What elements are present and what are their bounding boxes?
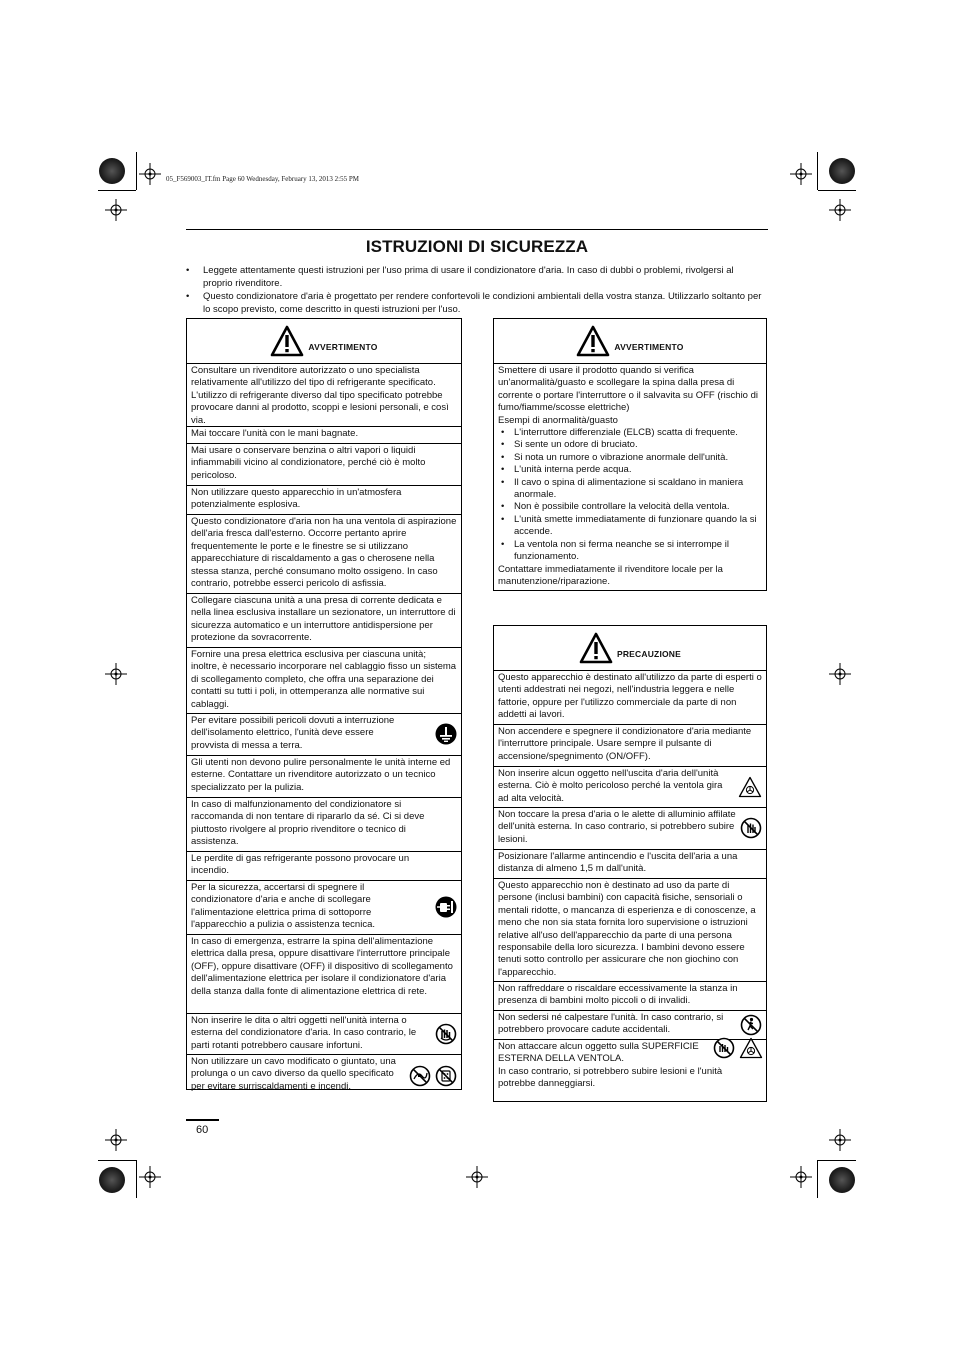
caution-box bbox=[493, 625, 767, 1102]
no-attach-icon bbox=[713, 1037, 735, 1059]
no-stepping-icon bbox=[740, 1014, 762, 1036]
warning-row bbox=[187, 798, 461, 852]
warning-row bbox=[187, 714, 461, 756]
warning-box-right bbox=[493, 318, 767, 591]
caution-row bbox=[494, 1011, 766, 1040]
crop-mark bbox=[818, 1160, 856, 1161]
examples-label: Esempi di anormalità/guasto bbox=[498, 414, 618, 426]
unplug-icon bbox=[435, 896, 457, 918]
registration-crosshair-icon bbox=[466, 1166, 488, 1188]
example-item: • La ventola non si ferma neanche se si interrompe il funzionamento. bbox=[498, 539, 762, 564]
caution-text: Posizionare l'allarme antincendio e l'uscita dell'aria a una distanza di almeno 1,5 m dall'unità. bbox=[498, 851, 738, 875]
no-modified-cord-icon bbox=[409, 1065, 431, 1087]
color-registration-dot bbox=[99, 158, 125, 184]
warning-row bbox=[187, 364, 461, 427]
fan-caution-icon bbox=[738, 776, 762, 798]
fan-caution-icon bbox=[739, 1037, 763, 1059]
caution-label: PRECAUZIONE bbox=[616, 649, 682, 659]
registration-crosshair-icon bbox=[829, 199, 851, 221]
warning-row bbox=[187, 427, 461, 444]
warning-header bbox=[494, 319, 766, 364]
caution-text: Questo apparecchio è destinato all'utilizzo da parte di esperti o utenti addestrati nei negozi, nell'industria leggera e nelle fattorie, oppure per l'utilizzo commerciale da parte di non addetti ai lavori. bbox=[498, 672, 762, 721]
intro-item: • Leggete attentamente questi istruzioni per l'uso prima di usare il condizionatore d'aria. In caso di dubbi o problemi, rivolgersi al proprio rivenditore. bbox=[186, 264, 764, 290]
registration-crosshair-icon bbox=[790, 163, 812, 185]
warning-text: Fornire una presa elettrica esclusiva per ciascuna unità; inoltre, è necessario incorporare nel cablaggio fisso un sistema di scollegamento completo, che offra una separazione dei contatti su tutti i poli, in ottemperanza alle normative sui cablaggi. bbox=[191, 649, 457, 710]
warning-row bbox=[187, 881, 461, 935]
caution-row bbox=[494, 850, 766, 879]
footer-rule bbox=[186, 1119, 219, 1121]
caution-row bbox=[494, 808, 766, 850]
caution-row bbox=[494, 767, 766, 808]
registration-crosshair-icon bbox=[829, 663, 851, 685]
caution-triangle-icon bbox=[579, 632, 613, 664]
crop-mark bbox=[98, 1160, 136, 1161]
print-metadata: 05_F569003_IT.fm Page 60 Wednesday, February 13, 2013 2:55 PM bbox=[166, 175, 359, 183]
warning-row bbox=[187, 1055, 461, 1098]
warning-label: AVVERTIMENTO bbox=[614, 342, 684, 352]
caution-row bbox=[494, 982, 766, 1011]
intro-list bbox=[186, 264, 764, 316]
warning-text: Mai usare o conservare benzina o altri vapori o liquidi infiammabili vicino al condizionatore, perché ciò è molto pericoloso. bbox=[191, 445, 426, 481]
no-touch-icon bbox=[740, 817, 762, 839]
caution-row bbox=[494, 671, 766, 725]
no-extension-cord-icon bbox=[435, 1065, 457, 1087]
caution-row bbox=[494, 725, 766, 767]
warning-text: Non utilizzare questo apparecchio in un'atmosfera potenzialmente esplosiva. bbox=[191, 487, 402, 511]
example-item: • L'interruttore differenziale (ELCB) scatta di frequente. bbox=[498, 427, 762, 439]
warning-outro: Contattare immediatamente il rivenditore locale per la manutenzione/riparazione. bbox=[498, 563, 723, 587]
example-item: • Si nota un rumore o vibrazione anormale dell'unità. bbox=[498, 452, 762, 464]
warning-text: Gli utenti non devono pulire personalmente le unità interne ed esterne. Contattare un rivenditore autorizzato o un tecnico specializzato per la pulizia. bbox=[191, 757, 451, 793]
registration-crosshair-icon bbox=[105, 663, 127, 685]
caution-text: Non accendere e spegnere il condizionatore d'aria mediante l'interruttore principale. Usare sempre il pulsante di accensione/spegnimento (ON/OFF). bbox=[498, 726, 752, 762]
warning-content bbox=[494, 364, 766, 589]
warning-row bbox=[187, 594, 461, 648]
crop-mark bbox=[817, 1160, 818, 1198]
crop-mark bbox=[817, 152, 818, 190]
caution-text: Non sedersi né calpestare l'unità. In caso contrario, si potrebbero provocare cadute accidentali. bbox=[498, 1012, 724, 1036]
warning-text: Non utilizzare un cavo modificato o giuntato, una prolunga o un cavo diverso da quello specificato per evitare surriscaldamenti e incendi. bbox=[191, 1056, 396, 1092]
warning-row bbox=[187, 515, 461, 594]
registration-crosshair-icon bbox=[139, 1166, 161, 1188]
warning-row bbox=[187, 444, 461, 486]
registration-crosshair-icon bbox=[105, 1129, 127, 1151]
caution-text-line: Non attaccare alcun oggetto sulla SUPERFICIE ESTERNA DELLA VENTOLA. bbox=[498, 1041, 699, 1065]
warning-text: Questo condizionatore d'aria non ha una ventola di aspirazione dell'aria fresca dall'esterno. Occorre pertanto aprire frequentemente le porte e le finestre se si utilizzano apparecchiature di riscaldamento a gas o cherosene nella stessa stanza, perché consumano molto ossigeno. In caso contrario, potrebbe esserci pericolo di asfissia. bbox=[191, 516, 457, 590]
warning-row bbox=[187, 935, 461, 1014]
caution-text: Non raffreddare o riscaldare eccessivamente la stanza in presenza di bambini molto piccoli o di invalidi. bbox=[498, 983, 738, 1007]
ground-icon bbox=[435, 723, 457, 745]
warning-row bbox=[187, 486, 461, 515]
caution-header bbox=[494, 626, 766, 671]
warning-text: In caso di emergenza, estrarre la spina dell'alimentazione elettrica dalla presa, oppure disattivare l'interruttore principale (OFF), oppure disattivare (OFF) il dispositivo di scollegamento dell'alimentazione elettrica per isolare il condizionatore d'aria della stanza dalla fonte di alimentazione elettrica di rete. bbox=[191, 936, 453, 997]
examples-list bbox=[498, 427, 762, 563]
warning-text: Le perdite di gas refrigerante possono provocare un incendio. bbox=[191, 853, 410, 877]
warning-text: In caso di malfunzionamento del condizionatore si raccomanda di non tentare di ripararlo da sé. Ci si deve piuttosto rivolgere al proprio rivenditore o tecnico di assistenza. bbox=[191, 799, 425, 848]
crop-mark bbox=[136, 152, 137, 190]
warning-text: Consultare un rivenditore autorizzato o uno specialista relativamente all'utilizzo del tipo di refrigerante specificato. L'utilizzo di refrigerante diverso dal tipo specificato potrebbe provocare danni al prodotto, scoppi e lesioni personali, e così via. bbox=[191, 365, 449, 426]
warning-row bbox=[187, 756, 461, 798]
caution-text: Questo apparecchio non è destinato ad uso da parte di persone (inclusi bambini) con capacità fisiche, sensoriali o mentali ridotte, o mancanza di esperienza e di conoscenze, a meno che non sia stata fornita loro supervisione o istruzioni relative all'uso dell'apparecchio da parte di una persona responsabile della loro sicurezza. I bambini devono essere tenuti sotto controllo per assicurare che non giochino con l'apparecchio. bbox=[498, 880, 756, 978]
warning-text: Collegare ciascuna unità a una presa di corrente dedicata e nella linea esclusiva installare un sezionatore, un interruttore di sicurezza automatico e un interruttore antidispersione per protezione da sovracorrente. bbox=[191, 595, 456, 644]
warning-triangle-icon bbox=[270, 325, 304, 357]
warning-triangle-icon bbox=[576, 325, 610, 357]
warning-row bbox=[187, 1014, 461, 1055]
example-item: • Non è possibile controllare la velocità della ventola. bbox=[498, 501, 762, 513]
color-registration-dot bbox=[829, 1167, 855, 1193]
page-title: ISTRUZIONI DI SICUREZZA bbox=[365, 237, 589, 256]
registration-crosshair-icon bbox=[829, 1129, 851, 1151]
crop-mark bbox=[98, 190, 136, 191]
color-registration-dot bbox=[829, 158, 855, 184]
warning-text: Mai toccare l'unità con le mani bagnate. bbox=[191, 428, 359, 439]
no-fingers-icon bbox=[435, 1023, 457, 1045]
color-registration-dot bbox=[99, 1167, 125, 1193]
caution-row bbox=[494, 879, 766, 982]
example-item: • Si sente un odore di bruciato. bbox=[498, 439, 762, 451]
example-item: • L'unità interna perde acqua. bbox=[498, 464, 762, 476]
crop-mark bbox=[818, 190, 856, 191]
registration-crosshair-icon bbox=[139, 163, 161, 185]
registration-crosshair-icon bbox=[105, 199, 127, 221]
warning-row bbox=[187, 852, 461, 881]
warning-header bbox=[187, 319, 461, 364]
example-item: • L'unità smette immediatamente di funzionare quando la si accende. bbox=[498, 514, 762, 539]
caution-text-line: In caso contrario, si potrebbero subire lesioni e l'unità potrebbe danneggiarsi. bbox=[498, 1065, 723, 1090]
caution-text: Non toccare la presa d'aria o le alette di alluminio affilate dell'unità esterna. In caso contrario, si potrebbero subire lesioni. bbox=[498, 809, 736, 845]
warning-intro: Smettere di usare il prodotto quando si verifica un'anormalità/guasto e scollegare la spina dalla presa di corrente o portare l'interruttore o il salvavita su OFF (rischio di fumo/fiamme/scosse elettriche) bbox=[498, 365, 758, 414]
warning-text: Non inserire le dita o altri oggetti nell'unità interna o esterna del condizionatore d'aria. In caso contrario, le parti rotanti potrebbero causare infortuni. bbox=[191, 1015, 417, 1051]
header-rule bbox=[186, 229, 768, 230]
warning-row bbox=[187, 648, 461, 714]
warning-text: Per la sicurezza, accertarsi di spegnere il condizionatore d'aria e anche di scollegare l'alimentazione elettrica prima di sottoporre l'apparecchio a pulizia o assistenza tecnica. bbox=[191, 882, 376, 931]
warning-text: Per evitare possibili pericoli dovuti a interruzione dell'isolamento elettrico, l'unità deve essere provvista di messa a terra. bbox=[191, 715, 395, 751]
example-item: • Il cavo o spina di alimentazione si scaldano in maniera anormale. bbox=[498, 477, 762, 502]
registration-crosshair-icon bbox=[790, 1166, 812, 1188]
crop-mark bbox=[136, 1160, 137, 1198]
warning-label: AVVERTIMENTO bbox=[308, 342, 378, 352]
intro-item: • Questo condizionatore d'aria è progettato per rendere confortevoli le condizioni ambientali della vostra stanza. Utilizzarlo soltanto per lo scopo previsto, come descritto in questi istruzioni per l'uso. bbox=[186, 290, 764, 316]
warning-box-left bbox=[186, 318, 462, 1090]
page-number: 60 bbox=[196, 1124, 209, 1136]
caution-text: Non inserire alcun oggetto nell'uscita d'aria dell'unità esterna. Ciò è molto pericoloso perché la ventola gira ad alta velocità. bbox=[498, 768, 723, 804]
